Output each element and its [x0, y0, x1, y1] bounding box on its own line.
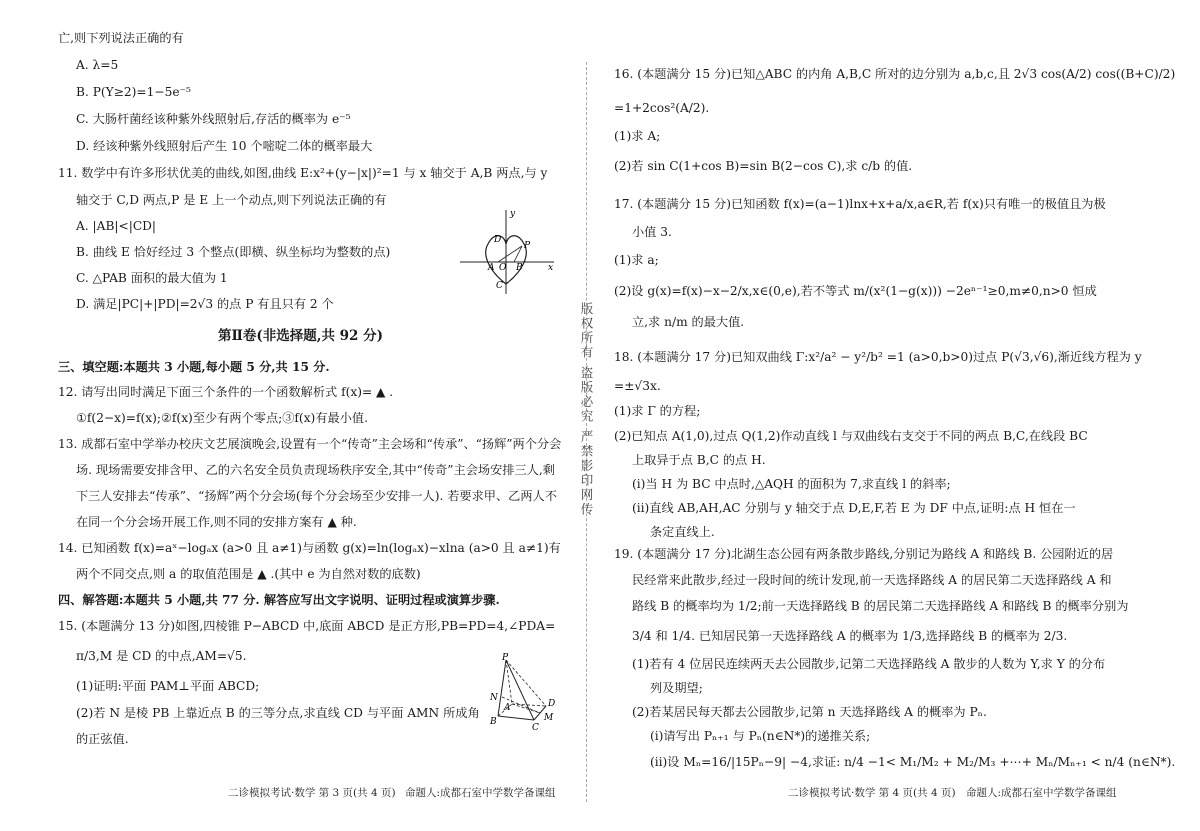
text-line: C. △PAB 面积的最大值为 1 — [76, 271, 228, 285]
text-line: (2)若 N 是棱 PB 上靠近点 B 的三等分点,求直线 CD 与平面 AMN 所成角 — [76, 706, 480, 720]
figure-label: D — [548, 699, 556, 709]
figure-label: B — [490, 717, 497, 727]
text-line: (ⅱ)直线 AB,AH,AC 分别与 y 轴交于点 D,E,F,若 E 为 DF 中点,证明:点 H 恒在一 — [632, 501, 1076, 515]
text-line: 的正弦值. — [76, 732, 129, 746]
text-line: (1)求 Γ 的方程; — [614, 404, 701, 418]
question-13: 13. 成都石室中学举办校庆文艺展演晚会,设置有一个“传奇”主会场和“传承”、“扬辉”两个分会 — [58, 437, 562, 451]
footer-page-info: 二诊模拟考试·数学 第 4 页(共 4 页) — [788, 787, 956, 799]
text-line: (1)证明:平面 PAM⊥平面 ABCD; — [76, 679, 260, 693]
section-title: 第Ⅱ卷(非选择题,共 92 分) — [218, 328, 384, 344]
text-line: C. 大肠杆菌经该种紫外线照射后,存活的概率为 e⁻⁵ — [76, 112, 351, 126]
text-line: 立,求 n/m 的最大值. — [632, 315, 745, 329]
text-line: (2)设 g(x)=f(x)−x−2/x,x∈(0,e),若不等式 m/(x²(1−g(x))) −2eⁿ⁻¹≥0,m≠0,n>0 恒成 — [614, 284, 1097, 298]
figure-label: x — [548, 263, 554, 273]
footer-author: 命题人:成都石室中学数学备课组 — [405, 787, 556, 799]
figure-label: y — [510, 209, 516, 219]
text-line: (1)求 A; — [614, 129, 661, 143]
question-18: 18. (本题满分 17 分)已知双曲线 Γ:x²/a² − y²/b² =1 (a>0,b>0)过点 P(√3,√6),渐近线方程为 y — [614, 350, 1142, 364]
question-15: 15. (本题满分 13 分)如图,四棱锥 P−ABCD 中,底面 ABCD 是正方形,PB=PD=4,∠PDA= — [58, 619, 556, 633]
text-line: 两个不同交点,则 a 的取值范围是 ▲ .(其中 e 为自然对数的底数) — [76, 567, 421, 581]
figure-label: N — [490, 693, 498, 703]
text-line: 条定直线上. — [650, 525, 715, 539]
text-line: B. 曲线 E 恰好经过 3 个整点(即横、纵坐标均为整数的点) — [76, 245, 391, 259]
text-line: 场. 现场需要安排含甲、乙的六名安全员负责现场秩序安全,其中“传奇”主会场安排三人,剩 — [76, 463, 555, 477]
text-line: 上取异于点 B,C 的点 H. — [632, 453, 766, 467]
text-line: 亡,则下列说法正确的有 — [58, 31, 184, 45]
text-line: (ⅰ)当 H 为 BC 中点时,△AQH 的面积为 7,求直线 l 的斜率; — [632, 477, 951, 491]
figure-label: M — [544, 713, 554, 723]
footer-author: 命题人:成都石室中学数学备课组 — [966, 787, 1117, 799]
text-line: =1+2cos²(A/2). — [614, 101, 710, 115]
text-line: 民经常来此散步,经过一段时间的统计发现,前一天选择路线 A 的居民第二天选择路线 A 和 — [632, 573, 1112, 587]
figure-label: B — [516, 263, 523, 273]
figure-label: D — [494, 235, 502, 245]
text-line: A. λ=5 — [76, 58, 119, 72]
question-14: 14. 已知函数 f(x)=aˣ−logₐx (a>0 且 a≠1)与函数 g(x)=ln(logₐx)−xlna (a>0 且 a≠1)有 — [58, 541, 561, 555]
question-19: 19. (本题满分 17 分)北湖生态公园有两条散步路线,分别记为路线 A 和路线 B. 公园附近的居 — [614, 547, 1114, 561]
text-line: 3/4 和 1/4. 已知居民第一天选择路线 A 的概率为 1/3,选择路线 B 的概率为 2/3. — [632, 629, 1068, 643]
question-11: 11. 数学中有许多形状优美的曲线,如图,曲线 E:x²+(y−|x|)²=1 与 x 轴交于 A,B 两点,与 y — [58, 166, 548, 180]
curve-figure — [458, 206, 558, 296]
text-line: (2)已知点 A(1,0),过点 Q(1,2)作动直线 l 与双曲线右支交于不同的两点 B,C,在线段 BC — [614, 429, 1088, 443]
figure-label: O — [499, 263, 507, 273]
text-line: π/3,M 是 CD 的中点,AM=√5. — [76, 649, 247, 663]
text-line: A. |AB|<|CD| — [76, 219, 157, 233]
figure-label: C — [496, 281, 503, 291]
footer-page-info: 二诊模拟考试·数学 第 3 页(共 4 页) — [228, 787, 396, 799]
text-line: =±√3x. — [614, 379, 661, 393]
text-line: (1)若有 4 位居民连续两天去公园散步,记第二天选择路线 A 散步的人数为 Y,求 Y 的分布 — [632, 657, 1106, 671]
figure-label: P — [502, 653, 509, 663]
pyramid-figure — [488, 652, 564, 734]
text-line: 列及期望; — [650, 681, 703, 695]
text-line: (2)若某居民每天都去公园散步,记第 n 天选择路线 A 的概率为 Pₙ. — [632, 705, 987, 719]
text-line: 轴交于 C,D 两点,P 是 E 上一个动点,则下列说法正确的有 — [76, 193, 387, 207]
text-line: (ⅰ)请写出 Pₙ₊₁ 与 Pₙ(n∈N*)的递推关系; — [650, 729, 871, 743]
figure-label: A — [488, 263, 495, 273]
text-line: B. P(Y≥2)=1−5e⁻⁵ — [76, 85, 191, 99]
figure-label: P — [524, 241, 531, 251]
text-line: (2)若 sin C(1+cos B)=sin B(2−cos C),求 c/b 的值. — [614, 159, 913, 173]
text-line: ①f(2−x)=f(x);②f(x)至少有两个零点;③f(x)有最小值. — [76, 411, 368, 425]
figure-label: C — [532, 723, 539, 733]
copyright-notice: 版权所有 盗版必究 严禁影印网传 — [579, 302, 594, 517]
text-line: D. 经该种紫外线照射后产生 10 个嘧啶二体的概率最大 — [76, 139, 373, 153]
text-line: 路线 B 的概率均为 1/2;前一天选择路线 B 的居民第二天选择路线 A 和路线 B 的概率分别为 — [632, 599, 1129, 613]
question-17: 17. (本题满分 15 分)已知函数 f(x)=(a−1)lnx+x+a/x,a∈R,若 f(x)只有唯一的极值且为极 — [614, 197, 1106, 211]
question-16: 16. (本题满分 15 分)已知△ABC 的内角 A,B,C 所对的边分别为 a,b,c,且 2√3 cos(A/2) cos((B+C)/2) — [614, 67, 1176, 81]
section-heading: 四、解答题:本题共 5 小题,共 77 分. 解答应写出文字说明、证明过程或演算步骤. — [58, 593, 500, 607]
question-12: 12. 请写出同时满足下面三个条件的一个函数解析式 f(x)= ▲ . — [58, 385, 394, 399]
figure-label: A — [504, 703, 511, 713]
text-line: (1)求 a; — [614, 253, 659, 267]
text-line: 下三人安排去“传承”、“扬辉”两个分会场(每个分会场至少安排一人). 若要求甲、乙两人不 — [76, 489, 557, 503]
text-line: 在同一个分会场开展工作,则不同的安排方案有 ▲ 种. — [76, 515, 357, 529]
text-line: D. 满足|PC|+|PD|=2√3 的点 P 有且只有 2 个 — [76, 297, 334, 311]
text-line: 小值 3. — [632, 225, 672, 239]
section-heading: 三、填空题:本题共 3 小题,每小题 5 分,共 15 分. — [58, 360, 330, 374]
text-line: (ⅱ)设 Mₙ=16/|15Pₙ−9| −4,求证: n/4 −1< M₁/M₂ + M₂/M₃ +⋯+ Mₙ/Mₙ₊₁ < n/4 (n∈N*). — [650, 755, 1176, 769]
